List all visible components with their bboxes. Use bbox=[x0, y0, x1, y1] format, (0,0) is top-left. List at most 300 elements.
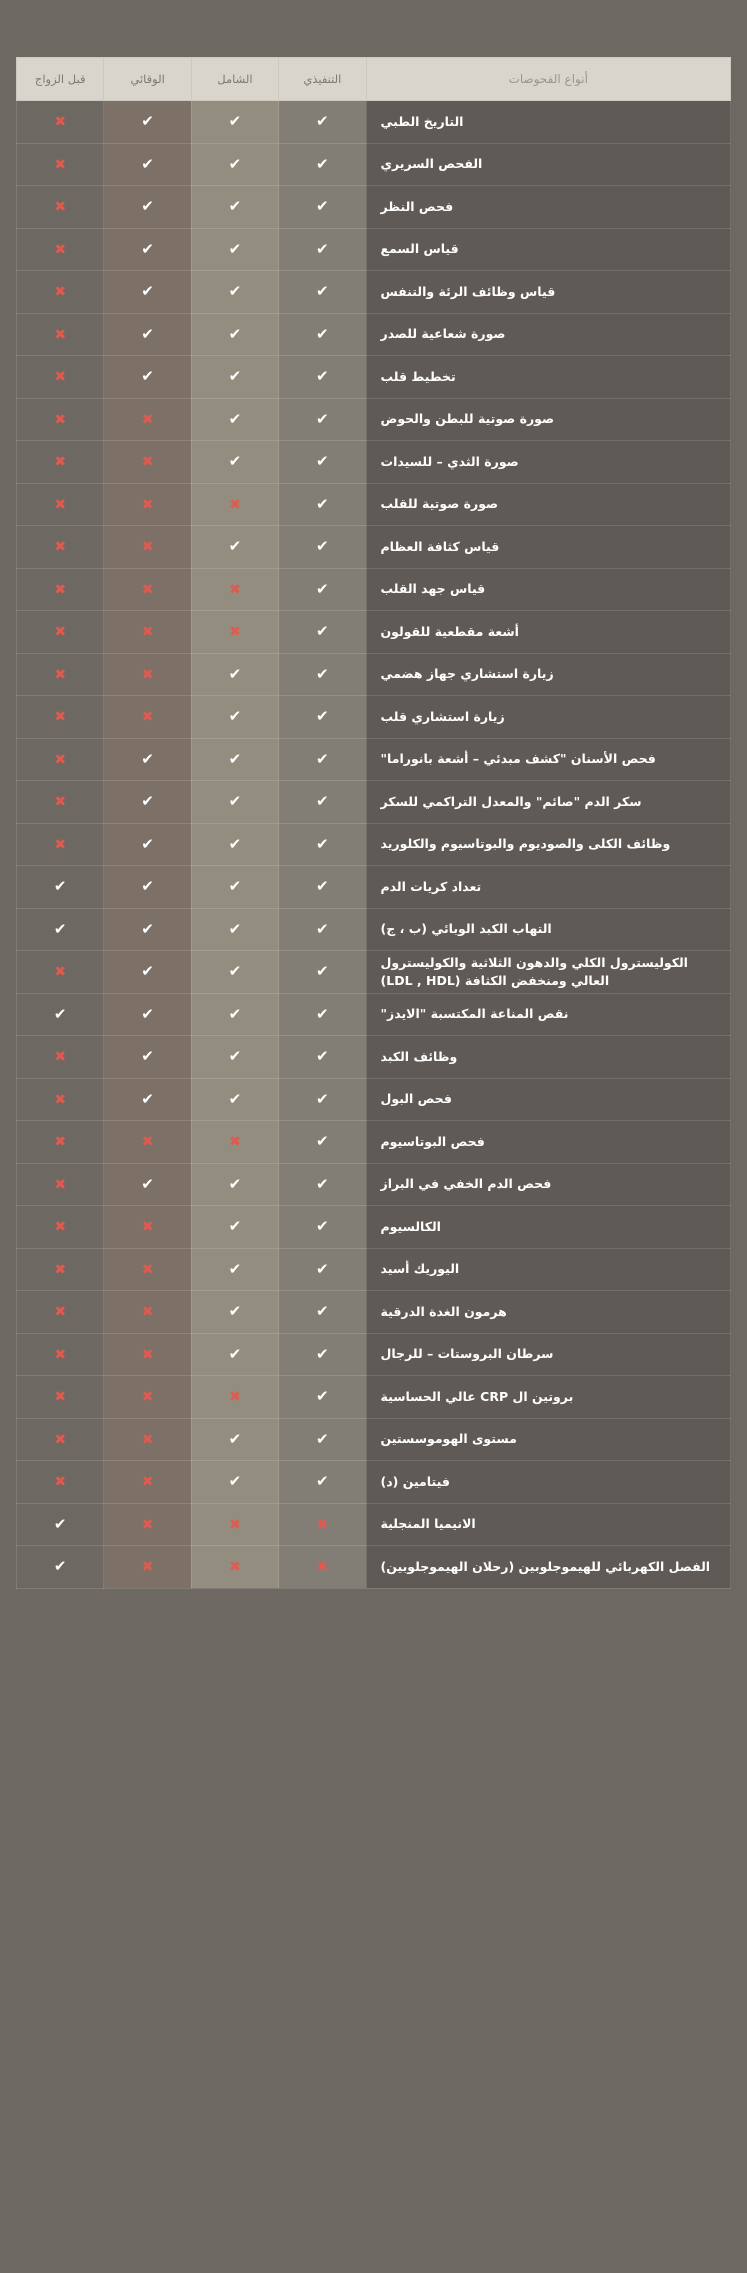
availability-cell bbox=[104, 781, 191, 824]
exam-name-cell: قياس جهد القلب bbox=[366, 568, 730, 611]
cross-icon: ✖ bbox=[54, 836, 67, 853]
cross-icon: ✖ bbox=[54, 496, 67, 513]
table-row bbox=[17, 441, 731, 484]
availability-cell bbox=[17, 356, 104, 399]
availability-cell bbox=[17, 1546, 104, 1589]
table-row bbox=[17, 866, 731, 909]
check-icon: ✔ bbox=[228, 409, 242, 428]
availability-cell bbox=[104, 1333, 191, 1376]
availability-cell bbox=[279, 356, 366, 399]
cross-icon: ✖ bbox=[54, 751, 67, 768]
check-icon: ✔ bbox=[228, 537, 242, 556]
check-icon: ✔ bbox=[316, 239, 329, 258]
availability-cell bbox=[17, 653, 104, 696]
table-row bbox=[17, 1376, 731, 1419]
availability-cell bbox=[279, 143, 366, 186]
check-icon: ✔ bbox=[316, 197, 329, 216]
table-row bbox=[17, 1206, 731, 1249]
check-icon: ✔ bbox=[228, 112, 242, 131]
availability-cell bbox=[17, 1418, 104, 1461]
availability-cell bbox=[191, 313, 278, 356]
check-icon: ✔ bbox=[141, 792, 154, 811]
availability-cell bbox=[191, 1461, 278, 1504]
table-row bbox=[17, 611, 731, 654]
cross-icon: ✖ bbox=[54, 411, 67, 428]
cross-icon: ✖ bbox=[141, 1304, 154, 1321]
cross-icon: ✖ bbox=[141, 1261, 154, 1278]
availability-cell bbox=[17, 951, 104, 994]
check-icon: ✔ bbox=[53, 1514, 67, 1533]
availability-cell bbox=[279, 823, 366, 866]
exam-name-cell: الانيميا المنجلية bbox=[366, 1503, 730, 1546]
availability-cell bbox=[279, 993, 366, 1036]
cross-icon: ✖ bbox=[229, 1134, 241, 1151]
availability-cell bbox=[279, 228, 366, 271]
availability-cell bbox=[17, 1333, 104, 1376]
screenings-comparison-table-wrapper bbox=[16, 57, 731, 1589]
check-icon: ✔ bbox=[228, 1344, 242, 1363]
availability-cell bbox=[279, 1121, 366, 1164]
exam-name-cell: صورة صوتية للقلب bbox=[366, 483, 730, 526]
check-icon: ✔ bbox=[141, 962, 154, 981]
exam-name-cell: الكوليسترول الكلي والدهون الثلاثية والكوليسترول العالي ومنخفض الكثافة (LDL , HDL) bbox=[366, 951, 730, 994]
availability-cell bbox=[17, 993, 104, 1036]
availability-cell bbox=[191, 1546, 278, 1589]
availability-cell bbox=[191, 1248, 278, 1291]
cross-icon: ✖ bbox=[54, 454, 67, 471]
availability-cell bbox=[17, 483, 104, 526]
cross-icon: ✖ bbox=[141, 1134, 154, 1151]
availability-cell bbox=[17, 143, 104, 186]
cross-icon: ✖ bbox=[54, 624, 67, 641]
cross-icon: ✖ bbox=[141, 1474, 154, 1491]
availability-cell bbox=[279, 1036, 366, 1079]
availability-cell bbox=[104, 1291, 191, 1334]
availability-cell bbox=[104, 271, 191, 314]
check-icon: ✔ bbox=[316, 282, 329, 301]
check-icon: ✔ bbox=[228, 707, 242, 726]
cross-icon: ✖ bbox=[141, 666, 154, 683]
check-icon: ✔ bbox=[316, 324, 329, 343]
availability-cell bbox=[191, 1333, 278, 1376]
check-icon: ✔ bbox=[228, 1302, 242, 1321]
availability-cell bbox=[17, 1376, 104, 1419]
table-row bbox=[17, 781, 731, 824]
cross-icon: ✖ bbox=[229, 1516, 241, 1533]
check-icon: ✔ bbox=[228, 1472, 242, 1491]
table-row bbox=[17, 1461, 731, 1504]
check-icon: ✔ bbox=[228, 1217, 242, 1236]
table-row bbox=[17, 526, 731, 569]
check-icon: ✔ bbox=[228, 919, 242, 938]
availability-cell bbox=[279, 1206, 366, 1249]
cross-icon: ✖ bbox=[54, 1176, 67, 1193]
check-icon: ✔ bbox=[141, 324, 154, 343]
table-row bbox=[17, 1418, 731, 1461]
table-row bbox=[17, 1248, 731, 1291]
availability-cell bbox=[279, 653, 366, 696]
availability-cell bbox=[279, 866, 366, 909]
exam-name-cell: الفحص السريري bbox=[366, 143, 730, 186]
check-icon: ✔ bbox=[316, 1174, 329, 1193]
check-icon: ✔ bbox=[316, 962, 329, 981]
availability-cell bbox=[279, 696, 366, 739]
exam-name-cell: اليوريك أسيد bbox=[366, 1248, 730, 1291]
availability-cell bbox=[17, 186, 104, 229]
availability-cell bbox=[104, 696, 191, 739]
check-icon: ✔ bbox=[228, 239, 242, 258]
exam-name-cell: تعداد كريات الدم bbox=[366, 866, 730, 909]
cross-icon: ✖ bbox=[54, 581, 67, 598]
cross-icon: ✖ bbox=[54, 156, 67, 173]
table-row bbox=[17, 101, 731, 144]
exam-name-cell: قياس السمع bbox=[366, 228, 730, 271]
cross-icon: ✖ bbox=[54, 1261, 67, 1278]
cross-icon: ✖ bbox=[54, 241, 67, 258]
table-row bbox=[17, 568, 731, 611]
availability-cell bbox=[104, 908, 191, 951]
availability-cell bbox=[191, 1503, 278, 1546]
cross-icon: ✖ bbox=[141, 539, 154, 556]
table-row bbox=[17, 1036, 731, 1079]
cross-icon: ✖ bbox=[141, 1559, 154, 1576]
availability-cell bbox=[279, 1503, 366, 1546]
check-icon: ✔ bbox=[228, 452, 242, 471]
cross-icon: ✖ bbox=[54, 1304, 67, 1321]
exam-name-cell: فحص النظر bbox=[366, 186, 730, 229]
availability-cell bbox=[104, 186, 191, 229]
availability-cell bbox=[191, 526, 278, 569]
availability-cell bbox=[104, 1503, 191, 1546]
table-row bbox=[17, 313, 731, 356]
check-icon: ✔ bbox=[53, 919, 67, 938]
check-icon: ✔ bbox=[228, 154, 242, 173]
availability-cell bbox=[104, 1546, 191, 1589]
availability-cell bbox=[104, 398, 191, 441]
cross-icon: ✖ bbox=[141, 411, 154, 428]
check-icon: ✔ bbox=[316, 579, 329, 598]
cross-icon: ✖ bbox=[141, 1219, 154, 1236]
check-icon: ✔ bbox=[316, 367, 329, 386]
cross-icon: ✖ bbox=[141, 454, 154, 471]
exam-name-cell: زيارة استشاري جهاز هضمي bbox=[366, 653, 730, 696]
availability-cell bbox=[17, 1036, 104, 1079]
availability-cell bbox=[17, 1206, 104, 1249]
check-icon: ✔ bbox=[228, 367, 242, 386]
cross-icon: ✖ bbox=[141, 709, 154, 726]
availability-cell bbox=[104, 866, 191, 909]
availability-cell bbox=[17, 568, 104, 611]
cross-icon: ✖ bbox=[54, 1346, 67, 1363]
check-icon: ✔ bbox=[316, 877, 329, 896]
check-icon: ✔ bbox=[316, 919, 329, 938]
exam-name-cell: هرمون الغدة الدرقية bbox=[366, 1291, 730, 1334]
cross-icon: ✖ bbox=[229, 624, 241, 641]
table-row bbox=[17, 653, 731, 696]
check-icon: ✔ bbox=[316, 494, 329, 513]
availability-cell bbox=[17, 1163, 104, 1206]
availability-cell bbox=[191, 1418, 278, 1461]
availability-cell bbox=[191, 143, 278, 186]
availability-cell bbox=[104, 1121, 191, 1164]
availability-cell bbox=[191, 1078, 278, 1121]
exam-name-cell: فحص البوتاسيوم bbox=[366, 1121, 730, 1164]
availability-cell bbox=[104, 526, 191, 569]
check-icon: ✔ bbox=[316, 1217, 329, 1236]
availability-cell bbox=[104, 1206, 191, 1249]
cross-icon: ✖ bbox=[54, 369, 67, 386]
exam-name-cell: صورة الثدي – للسيدات bbox=[366, 441, 730, 484]
availability-cell bbox=[279, 1078, 366, 1121]
check-icon: ✔ bbox=[228, 792, 242, 811]
availability-cell bbox=[104, 1163, 191, 1206]
availability-cell bbox=[279, 951, 366, 994]
exam-name-cell: مستوى الهوموسستين bbox=[366, 1418, 730, 1461]
cross-icon: ✖ bbox=[141, 1346, 154, 1363]
cross-icon: ✖ bbox=[229, 581, 241, 598]
availability-cell bbox=[279, 1418, 366, 1461]
availability-cell bbox=[279, 526, 366, 569]
check-icon: ✔ bbox=[228, 962, 242, 981]
availability-cell bbox=[104, 1036, 191, 1079]
availability-cell bbox=[279, 186, 366, 229]
availability-cell bbox=[191, 186, 278, 229]
availability-cell bbox=[104, 1248, 191, 1291]
check-icon: ✔ bbox=[316, 537, 329, 556]
availability-cell bbox=[104, 653, 191, 696]
availability-cell bbox=[104, 1078, 191, 1121]
table-row bbox=[17, 271, 731, 314]
cross-icon: ✖ bbox=[54, 284, 67, 301]
check-icon: ✔ bbox=[141, 877, 154, 896]
availability-cell bbox=[17, 526, 104, 569]
availability-cell bbox=[191, 398, 278, 441]
cross-icon: ✖ bbox=[141, 1431, 154, 1448]
check-icon: ✔ bbox=[228, 1174, 242, 1193]
check-icon: ✔ bbox=[228, 1047, 242, 1066]
cross-icon: ✖ bbox=[141, 1516, 154, 1533]
check-icon: ✔ bbox=[141, 919, 154, 938]
exam-name-cell: وظائف الكبد bbox=[366, 1036, 730, 1079]
availability-cell bbox=[104, 1376, 191, 1419]
table-row bbox=[17, 186, 731, 229]
table-row bbox=[17, 1503, 731, 1546]
exam-name-cell: الكالسيوم bbox=[366, 1206, 730, 1249]
cross-icon: ✖ bbox=[54, 964, 67, 981]
table-row bbox=[17, 483, 731, 526]
exam-name-cell: الفصل الكهربائي للهيموجلوبين (رحلان الهيموجلوبين) bbox=[366, 1546, 730, 1589]
cross-icon: ✖ bbox=[54, 1134, 67, 1151]
check-icon: ✔ bbox=[228, 324, 242, 343]
table-row bbox=[17, 696, 731, 739]
exam-name-cell: صورة شعاعية للصدر bbox=[366, 313, 730, 356]
exam-name-cell: التهاب الكبد الوبائي (ب ، ج) bbox=[366, 908, 730, 951]
availability-cell bbox=[17, 228, 104, 271]
availability-cell bbox=[279, 1248, 366, 1291]
header-exam-types: أنواع الفحوصات bbox=[366, 58, 730, 101]
check-icon: ✔ bbox=[316, 664, 329, 683]
cross-icon: ✖ bbox=[316, 1559, 329, 1576]
check-icon: ✔ bbox=[228, 282, 242, 301]
check-icon: ✔ bbox=[316, 1132, 329, 1151]
check-icon: ✔ bbox=[316, 409, 329, 428]
check-icon: ✔ bbox=[228, 749, 242, 768]
availability-cell bbox=[17, 696, 104, 739]
table-row bbox=[17, 993, 731, 1036]
check-icon: ✔ bbox=[316, 452, 329, 471]
availability-cell bbox=[279, 1291, 366, 1334]
availability-cell bbox=[279, 1163, 366, 1206]
check-icon: ✔ bbox=[228, 1259, 242, 1278]
availability-cell bbox=[104, 738, 191, 781]
cross-icon: ✖ bbox=[54, 666, 67, 683]
check-icon: ✔ bbox=[316, 1429, 329, 1448]
cross-icon: ✖ bbox=[54, 1389, 67, 1406]
exam-name-cell: قياس وظائف الرئة والتنفس bbox=[366, 271, 730, 314]
check-icon: ✔ bbox=[316, 1047, 329, 1066]
table-row bbox=[17, 908, 731, 951]
check-icon: ✔ bbox=[228, 1429, 242, 1448]
availability-cell bbox=[279, 1376, 366, 1419]
availability-cell bbox=[191, 823, 278, 866]
availability-cell bbox=[104, 441, 191, 484]
availability-cell bbox=[17, 1461, 104, 1504]
cross-icon: ✖ bbox=[54, 1049, 67, 1066]
availability-cell bbox=[279, 101, 366, 144]
availability-cell bbox=[191, 1121, 278, 1164]
check-icon: ✔ bbox=[228, 877, 242, 896]
check-icon: ✔ bbox=[141, 1089, 154, 1108]
availability-cell bbox=[191, 951, 278, 994]
availability-cell bbox=[17, 611, 104, 654]
table-row bbox=[17, 738, 731, 781]
cross-icon: ✖ bbox=[229, 1389, 241, 1406]
exam-name-cell: فحص البول bbox=[366, 1078, 730, 1121]
availability-cell bbox=[17, 1291, 104, 1334]
availability-cell bbox=[279, 568, 366, 611]
header-package-executive: التنفيذي bbox=[279, 58, 366, 101]
availability-cell bbox=[17, 1121, 104, 1164]
check-icon: ✔ bbox=[228, 1004, 242, 1023]
exam-name-cell: بروتين ال CRP عالي الحساسية bbox=[366, 1376, 730, 1419]
availability-cell bbox=[104, 823, 191, 866]
availability-cell bbox=[17, 781, 104, 824]
availability-cell bbox=[17, 101, 104, 144]
availability-cell bbox=[279, 483, 366, 526]
cross-icon: ✖ bbox=[54, 794, 67, 811]
check-icon: ✔ bbox=[53, 1004, 67, 1023]
table-row bbox=[17, 143, 731, 186]
availability-cell bbox=[191, 653, 278, 696]
exam-name-cell: سكر الدم "صائم" والمعدل التراكمي للسكر bbox=[366, 781, 730, 824]
exam-name-cell: تخطيط قلب bbox=[366, 356, 730, 399]
availability-cell bbox=[17, 441, 104, 484]
availability-cell bbox=[191, 993, 278, 1036]
check-icon: ✔ bbox=[53, 1557, 67, 1576]
availability-cell bbox=[104, 1418, 191, 1461]
check-icon: ✔ bbox=[141, 1174, 154, 1193]
check-icon: ✔ bbox=[316, 1004, 329, 1023]
table-header bbox=[17, 58, 731, 101]
exam-name-cell: فيتامين (د) bbox=[366, 1461, 730, 1504]
availability-cell bbox=[191, 1036, 278, 1079]
check-icon: ✔ bbox=[316, 749, 329, 768]
table-body bbox=[17, 101, 731, 1589]
availability-cell bbox=[191, 441, 278, 484]
check-icon: ✔ bbox=[141, 834, 154, 853]
availability-cell bbox=[104, 993, 191, 1036]
check-icon: ✔ bbox=[141, 1047, 154, 1066]
exam-name-cell: سرطان البروستات – للرجال bbox=[366, 1333, 730, 1376]
availability-cell bbox=[191, 271, 278, 314]
cross-icon: ✖ bbox=[229, 496, 241, 513]
availability-cell bbox=[104, 143, 191, 186]
check-icon: ✔ bbox=[316, 792, 329, 811]
availability-cell bbox=[191, 696, 278, 739]
availability-cell bbox=[17, 738, 104, 781]
availability-cell bbox=[17, 271, 104, 314]
availability-cell bbox=[17, 313, 104, 356]
availability-cell bbox=[104, 568, 191, 611]
check-icon: ✔ bbox=[141, 1004, 154, 1023]
availability-cell bbox=[279, 908, 366, 951]
check-icon: ✔ bbox=[316, 834, 329, 853]
check-icon: ✔ bbox=[141, 749, 154, 768]
availability-cell bbox=[104, 611, 191, 654]
check-icon: ✔ bbox=[53, 877, 67, 896]
check-icon: ✔ bbox=[228, 664, 242, 683]
exam-name-cell: أشعة مقطعية للقولون bbox=[366, 611, 730, 654]
check-icon: ✔ bbox=[316, 112, 329, 131]
cross-icon: ✖ bbox=[54, 709, 67, 726]
availability-cell bbox=[279, 441, 366, 484]
check-icon: ✔ bbox=[316, 1302, 329, 1321]
availability-cell bbox=[279, 611, 366, 654]
availability-cell bbox=[104, 483, 191, 526]
cross-icon: ✖ bbox=[54, 1219, 67, 1236]
cross-icon: ✖ bbox=[54, 1431, 67, 1448]
availability-cell bbox=[104, 1461, 191, 1504]
exam-name-cell: زيارة استشاري قلب bbox=[366, 696, 730, 739]
availability-cell bbox=[17, 823, 104, 866]
availability-cell bbox=[104, 313, 191, 356]
cross-icon: ✖ bbox=[316, 1516, 329, 1533]
availability-cell bbox=[191, 568, 278, 611]
availability-cell bbox=[191, 908, 278, 951]
table-row bbox=[17, 823, 731, 866]
table-row bbox=[17, 356, 731, 399]
check-icon: ✔ bbox=[141, 239, 154, 258]
availability-cell bbox=[191, 738, 278, 781]
availability-cell bbox=[104, 228, 191, 271]
availability-cell bbox=[191, 101, 278, 144]
check-icon: ✔ bbox=[141, 282, 154, 301]
table-row bbox=[17, 398, 731, 441]
availability-cell bbox=[191, 356, 278, 399]
cross-icon: ✖ bbox=[54, 1091, 67, 1108]
check-icon: ✔ bbox=[316, 1387, 329, 1406]
availability-cell bbox=[191, 866, 278, 909]
cross-icon: ✖ bbox=[141, 624, 154, 641]
availability-cell bbox=[279, 398, 366, 441]
availability-cell bbox=[279, 1461, 366, 1504]
availability-cell bbox=[17, 866, 104, 909]
table-row bbox=[17, 1333, 731, 1376]
availability-cell bbox=[17, 1078, 104, 1121]
check-icon: ✔ bbox=[141, 154, 154, 173]
exam-name-cell: صورة صوتية للبطن والحوض bbox=[366, 398, 730, 441]
availability-cell bbox=[17, 908, 104, 951]
